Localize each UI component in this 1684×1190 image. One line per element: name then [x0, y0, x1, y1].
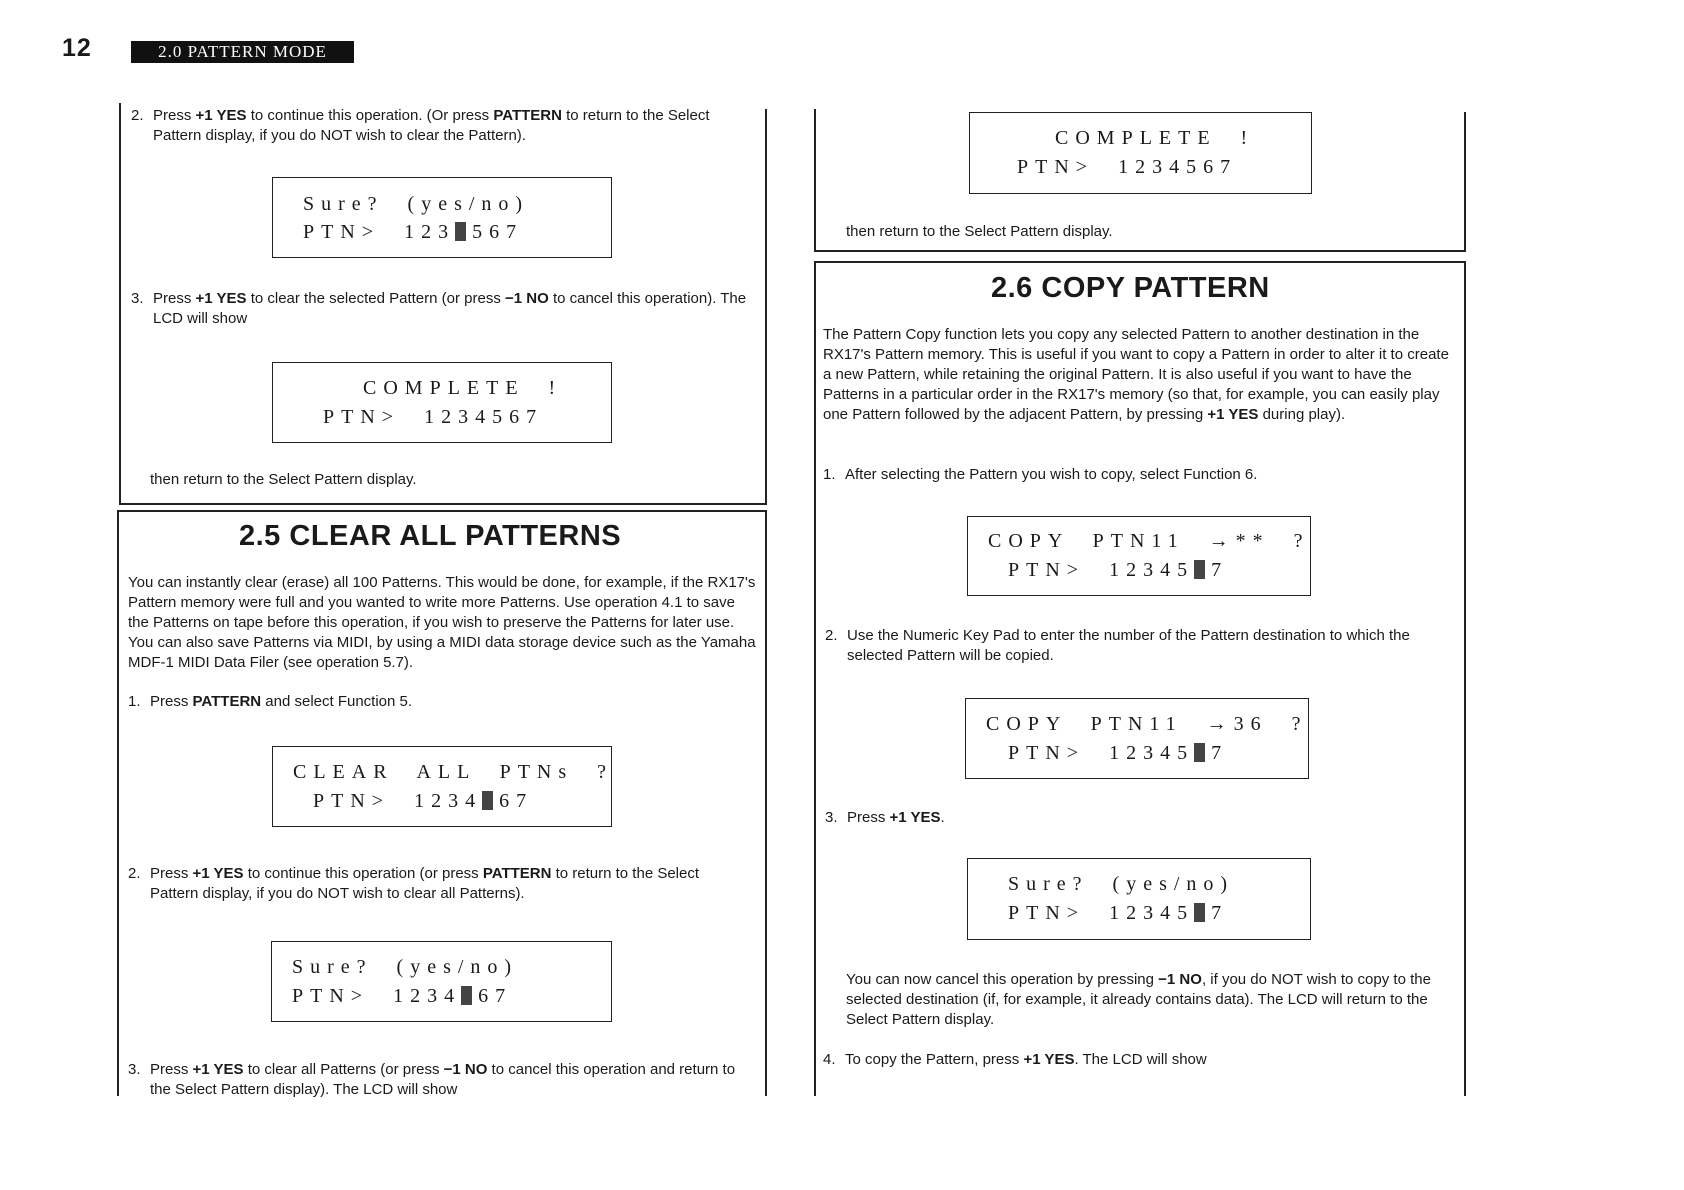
lcd-cursor — [461, 986, 472, 1005]
right-upper-rule-left — [814, 109, 816, 251]
lcd-display-copy-2: COPY PTN11 →36 ? PTN> 12345 7 — [965, 698, 1309, 779]
left-upper-rule-left — [119, 103, 121, 505]
section-2-6-title: 2.6 COPY PATTERN — [991, 272, 1270, 304]
left-upper-rule-right — [765, 109, 767, 505]
sec26-rule-right — [1464, 261, 1466, 1096]
lcd-display-sure-clear-all: Sure? (yes/no) PTN> 1234 67 — [271, 941, 612, 1022]
sec25-rule-top — [117, 510, 766, 512]
left-upper-rule-bottom — [119, 503, 767, 505]
lcd-cursor — [1194, 903, 1205, 922]
right-upper-rule-right — [1464, 112, 1466, 251]
left-return-text: then return to the Select Pattern display. — [150, 471, 417, 488]
section-2-6-intro: The Pattern Copy function lets you copy any selected Pattern to another destination in the RX17's Pattern memory. This is useful if you want to copy a Pattern in order to alter it to create a new Pattern, while retaining the original Pattern. It is also useful if you want to have the Patterns in a particular order in the RX17's memory (so that, for example, you can easily play one Pattern followed by the adjacent Pattern, by pressing +1 YES during play). — [823, 326, 1449, 423]
lcd-display-clear-all: CLEAR ALL PTNs ? PTN> 1234 67 — [272, 746, 612, 827]
lcd-display-copy-1: COPY PTN11 →** ? PTN> 12345 7 — [967, 516, 1311, 596]
lcd-cursor — [1194, 560, 1205, 579]
lcd-cursor — [455, 222, 466, 241]
sec25-rule-left — [117, 510, 119, 1096]
chapter-header: 2.0 PATTERN MODE — [131, 41, 354, 63]
lcd-display-sure: Sure? (yes/no) PTN> 123 567 — [272, 177, 612, 258]
sec25-rule-right — [765, 510, 767, 1096]
section-2-5-title: 2.5 CLEAR ALL PATTERNS — [239, 520, 622, 552]
right-upper-rule-bottom — [814, 250, 1466, 252]
right-return-text: then return to the Select Pattern display. — [846, 223, 1113, 240]
lcd-cursor — [1194, 743, 1205, 762]
page-number: 12 — [62, 34, 92, 62]
lcd-cursor — [482, 791, 493, 810]
lcd-display-sure-copy: Sure? (yes/no) PTN> 12345 7 — [967, 858, 1311, 940]
section-2-6-cancel-note: You can now cancel this operation by pressing −1 NO, if you do NOT wish to copy to the selected destination (if, for example, it already contains data). The LCD will return to the Select Pattern display. — [846, 971, 1431, 1028]
lcd-display-complete-right: COMPLETE ! PTN> 1234567 — [969, 112, 1312, 194]
sec26-rule-top — [814, 261, 1466, 263]
lcd-display-complete: COMPLETE ! PTN> 1234567 — [272, 362, 612, 443]
sec26-rule-left — [814, 261, 816, 1096]
section-2-5-intro: You can instantly clear (erase) all 100 Patterns. This would be done, for example, if the RX17's Pattern memory were full and you wanted to write more Patterns. Use operation 4.1 to save the Patterns on tape before this operation, if you wish to preserve the Patterns for later use. You can also save Patterns via MIDI, by using a MIDI data storage device such as the Yamaha MDF-1 MIDI Data Filer (see operation 5.7). — [128, 574, 756, 671]
